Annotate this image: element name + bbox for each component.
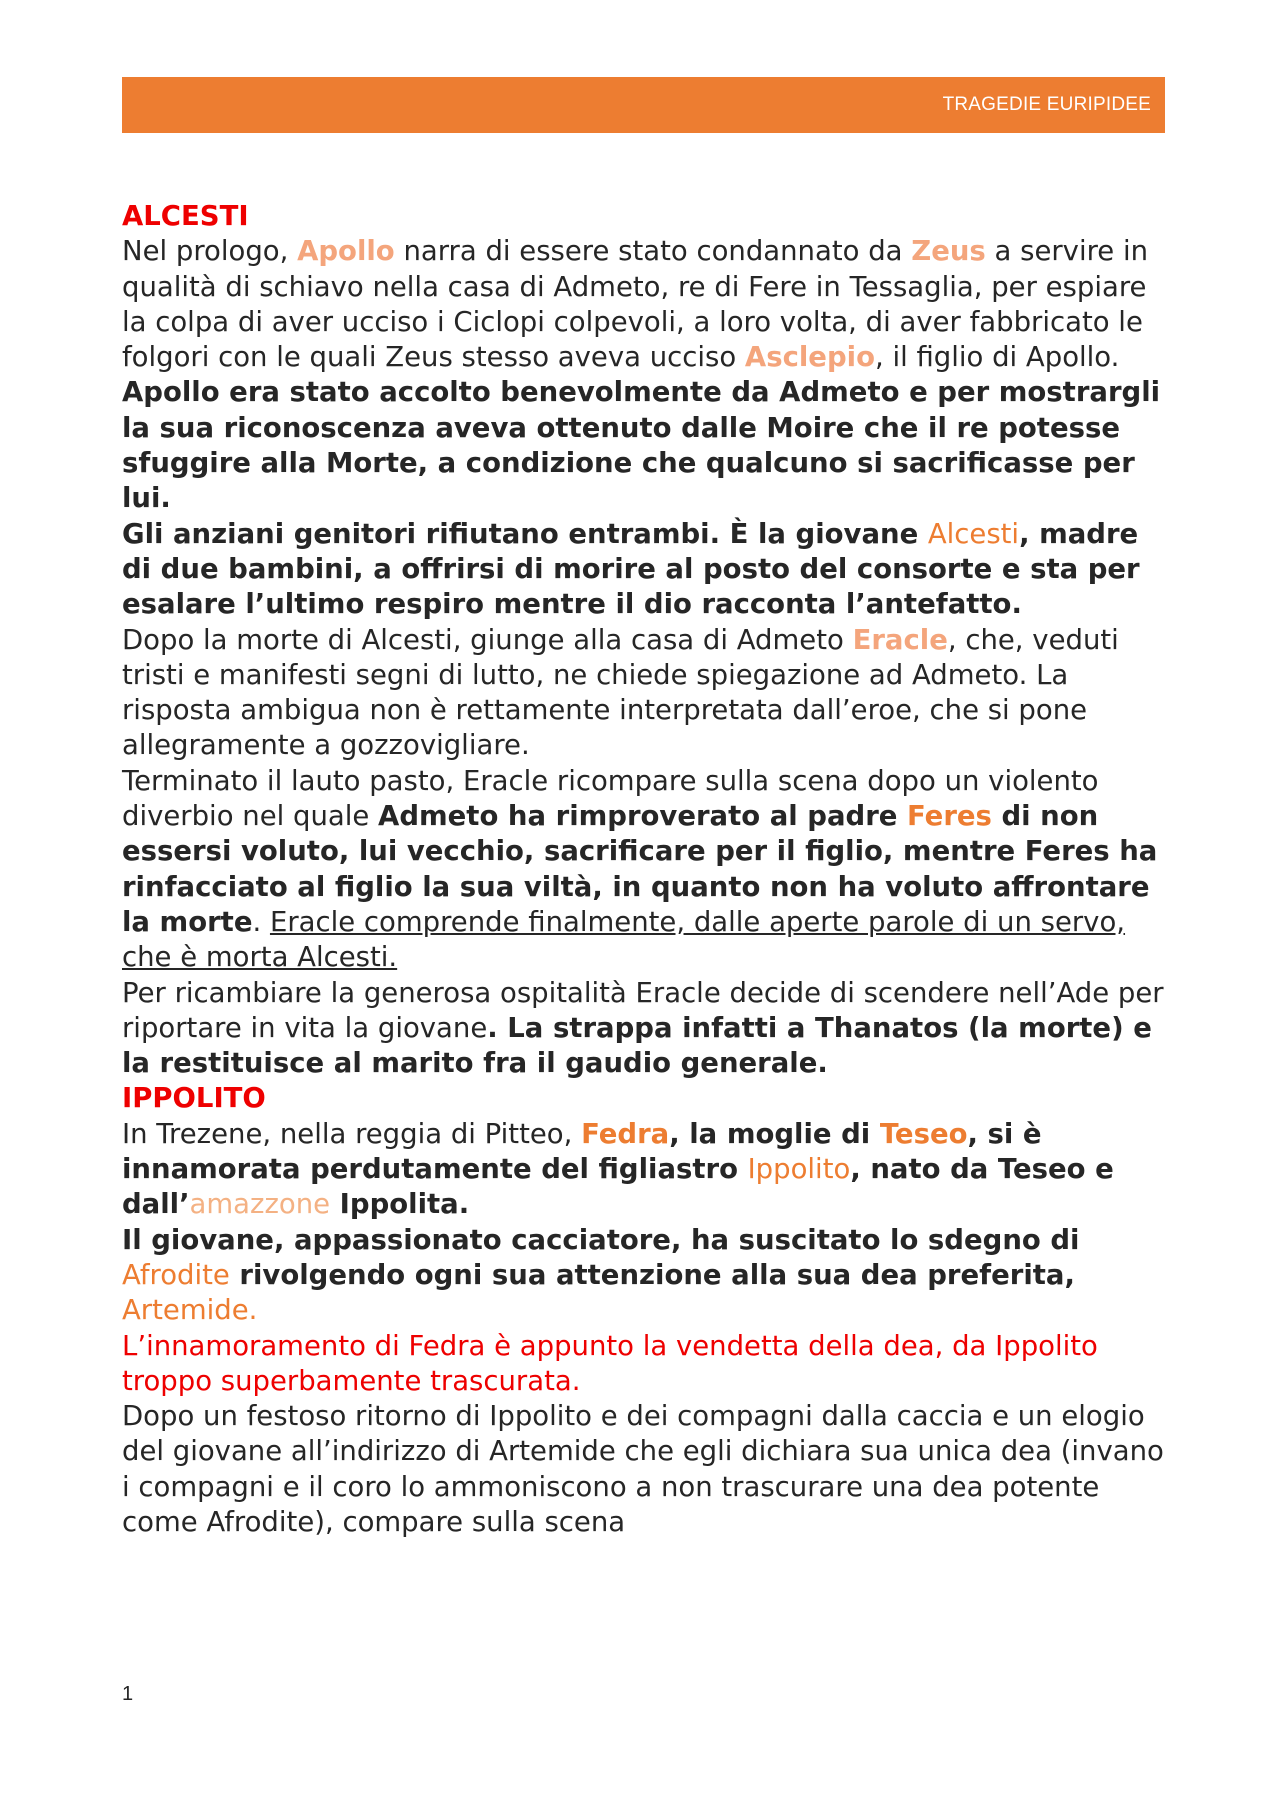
name-eracle: Eracle — [852, 623, 948, 656]
text-run: , il figlio di Apollo. — [874, 341, 1120, 374]
document-body — [122, 199, 1172, 1540]
section-heading-ippolito: IPPOLITO — [122, 1082, 266, 1115]
word-amazzone: amazzone — [189, 1188, 331, 1221]
ippolito-paragraph-2 — [122, 1223, 1172, 1329]
text-run: . — [248, 1294, 258, 1327]
text-run: Terminato il lauto pasto, Eracle ricompare sulla scena dopo un violento diverbio nel quale — [122, 764, 1099, 833]
name-feres: Feres — [907, 800, 992, 833]
text-run: , che, veduti tristi e manifesti segni di lutto, ne chiede spiegazione ad Admeto. La risposta ambigua non è rettamente interpretata dall’eroe, che si pone allegramente a gozzovigliare. — [122, 623, 1119, 762]
bold-run: , nato da Teseo e dall’ — [122, 1153, 1114, 1221]
name-zeus: Zeus — [911, 235, 986, 268]
text-run: narra di essere stato condannato da — [394, 235, 912, 268]
page-number: 1 — [122, 1683, 134, 1705]
bold-run: , si è innamorata perdutamente del figliastro — [122, 1117, 1042, 1186]
alcesti-paragraph-5 — [122, 764, 1172, 976]
alcesti-paragraph-2: Apollo era stato accolto benevolmente da Admeto e per mostrargli la sua riconoscenza aveva ottenuto dalle Moire che il re potesse sfuggire alla Morte, a condizione che qualcuno si sacrificasse per lui. — [122, 376, 1161, 515]
bold-run: . La strappa infatti a Thanatos (la morte) e la restituisce al marito fra il gaudio generale. — [122, 1011, 1152, 1080]
bold-run: , la moglie di — [669, 1117, 880, 1150]
name-ippolito: Ippolito — [747, 1153, 851, 1186]
alcesti-paragraph-3 — [122, 517, 1172, 623]
bold-run: Admeto ha rimproverato al padre — [378, 800, 907, 833]
ippolito-paragraph-1 — [122, 1117, 1172, 1223]
text-run: Per ricambiare la generosa ospitalità Eracle decide di scendere nell’Ade per riportare in vita la giovane — [122, 976, 1164, 1044]
text-run: In Trezene, nella reggia di Pitteo, — [122, 1117, 582, 1150]
text-run: Dopo la morte di Alcesti, giunge alla casa di Admeto — [122, 623, 853, 656]
text-run: Gli anziani genitori rifiutano entrambi. È la giovane — [122, 517, 928, 550]
text-run: , madre di due bambini, a offrirsi di morire al posto del consorte e sta per esalare l’ultimo respiro mentre il dio racconta l’antefatto. — [122, 517, 1140, 621]
name-apollo: Apollo — [297, 235, 395, 268]
name-teseo: Teseo — [879, 1117, 968, 1150]
text-run: . — [252, 905, 270, 938]
name-artemide: Artemide — [122, 1294, 249, 1327]
text-run: Nel prologo, — [122, 235, 298, 268]
header-title: TRAGEDIE EURIPIDEE — [942, 94, 1151, 115]
bold-run: di non essersi voluto, lui vecchio, sacrificare per il figlio, mentre Feres ha rinfacciato al figlio la sua viltà, in quanto non ha voluto affrontare la morte — [122, 800, 1158, 938]
bold-run: Il giovane, appassionato cacciatore, ha suscitato lo sdegno di — [122, 1223, 1080, 1256]
header-bar — [122, 77, 1165, 133]
underlined-text: Eracle comprende finalmente, dalle aperte parole di un servo, che è morta Alcesti. — [122, 905, 1126, 974]
name-alcesti: Alcesti — [927, 517, 1020, 550]
alcesti-paragraph-4 — [122, 623, 1172, 764]
alcesti-paragraph-1 — [122, 234, 1172, 375]
bold-run: Ippolita. — [330, 1188, 470, 1221]
section-heading-alcesti: ALCESTI — [122, 200, 249, 232]
bold-run: rivolgendo ogni sua attenzione alla sua dea preferita, — [229, 1258, 1075, 1291]
ippolito-paragraph-4: Dopo un festoso ritorno di Ippolito e dei compagni dalla caccia e un elogio del giovane all’indirizzo di Artemide che egli dichiara sua unica dea (invano i compagni e il coro lo ammoniscono a non trascurare una dea potente come Afrodite), compare sulla scena — [122, 1400, 1164, 1538]
alcesti-paragraph-6 — [122, 976, 1172, 1082]
name-asclepio: Asclepio — [744, 341, 875, 374]
name-fedra: Fedra — [581, 1117, 670, 1150]
ippolito-paragraph-3: L’innamoramento di Fedra è appunto la vendetta della dea, da Ippolito troppo superbamente trascurata. — [122, 1329, 1098, 1397]
text-run: a servire in qualità di schiavo nella casa di Admeto, re di Fere in Tessaglia, per espiare la colpa di aver ucciso i Ciclopi colpevoli, a loro volta, di aver fabbricato le folgori con le quali Zeus stesso aveva ucciso — [122, 235, 1149, 374]
name-afrodite: Afrodite — [122, 1258, 230, 1291]
